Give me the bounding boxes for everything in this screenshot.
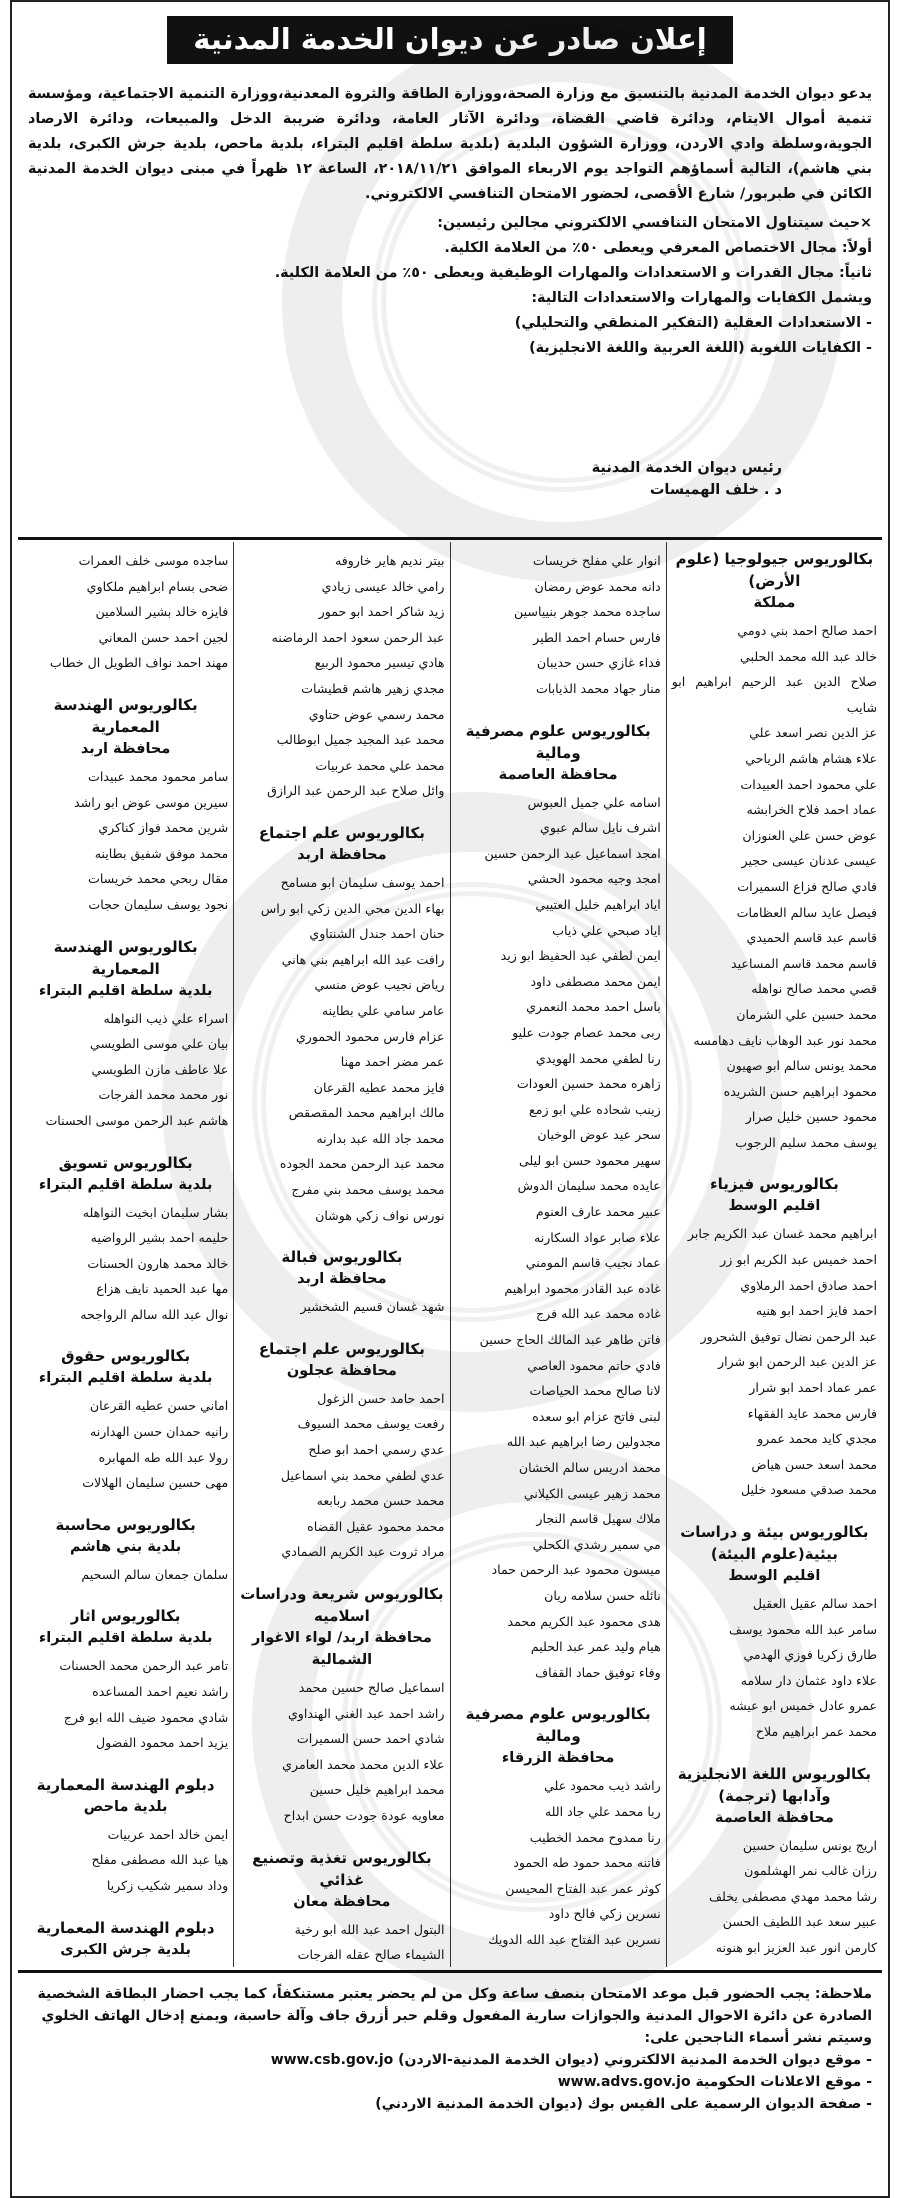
candidate-name: محمد جاد الله عبد بدارنه [316,1130,445,1146]
candidate-name: بهاء الدين محي الدين زكي ابو راس [260,900,445,916]
candidate-name: علاء هشام هاشم الرياحي [745,750,877,766]
candidate-name: محمد موفق شفيق بطاينه [94,845,229,861]
candidate-name [672,1961,877,1967]
names-list [23,1562,228,1588]
candidate-name: عز الدين نصر اسعد علي [749,725,877,741]
names-list [456,548,661,702]
specialty-section [456,1703,661,1952]
candidate-name: اسراء علي ذيب النواهله [103,1010,229,1026]
specialty-title: بكالوريوس جيولوجيا (علوم الأرض) [675,550,874,590]
candidate-name: لبنى فاتح عزام ابو سعده [532,1408,661,1424]
specialty-section [672,1763,877,1967]
specialty-heading [239,1338,444,1382]
specialty-title: بكالوريوس الهندسة المعمارية [53,695,198,736]
candidate-name: محمد يونس سالم ابو صهيون [726,1058,877,1074]
signature-name: د . خلف الهميسات [649,482,782,498]
candidate-name: محمد عمر ابراهيم ملاح [755,1723,877,1739]
candidate-name: دانه محمد عوض رمضان [534,578,661,594]
candidate-name: البتول احمد عبد الله ابو رخية [294,1921,445,1937]
candidate-name: بيتر نديم هاير خاروفه [334,553,445,568]
candidate-name: مهند احمد نواف الطويل ال خطاب [49,655,229,671]
candidate-name: اماني حسن عطيه القرعان [89,1398,229,1414]
note-text: ملاحظة: يجب الحضور قبل موعد الامتحان بنصف ساعة وكل من لم يحضر يعتبر مستنكفاً، كما يجب احضار البطاقة الشخصية الصادرة عن دائرة الاحوال المدنية والجوازات سارية المفعول وقلم حبر أزرق جاف وآلة حاسبة، ويمنع إدخال الهاتف الخلوي وسيتم نشر أسماء الناجحين على: [37,1986,872,2046]
candidate-name: سهير محمود حسن ابو ليلى [518,1152,661,1168]
names-list [672,618,877,1155]
candidate-name: عدي رسمي احمد ابو صلح [308,1442,445,1458]
candidate-name: احمد حامد حسن الزغول [317,1390,445,1406]
candidate-name: فارس حسام احمد الطير [533,629,661,645]
specialty-title: بكالوريوس علوم مصرفية ومالية [465,1705,651,1746]
specialty-heading [23,1774,228,1818]
candidate-name: عمر عماد احمد ابو شرار [749,1380,877,1396]
names-list [456,1773,661,1952]
candidate-name: هاشم عبد الرحمن موسى الحسنات [45,1112,229,1128]
candidate-name: عبد الرحمن نضال توفيق الشحرور [700,1328,877,1344]
candidate-name: محمد عبد الرحمن محمد الجوده [279,1156,445,1172]
website-csb-url[interactable]: www.csb.gov.jo [270,2052,394,2068]
candidate-name: اياد ابراهيم خليل العتيبي [535,896,661,912]
candidate-name: لانا صالح محمد الحياصات [529,1383,661,1399]
candidate-name: صلاح الدين عبد الرحيم ابراهيم ابو شايب [671,674,877,715]
candidate-name: هادي تيسير محمود الربيع [314,655,445,671]
candidate-name: عماد نجيب قاسم المومني [525,1255,661,1271]
specialty-section [23,694,228,918]
candidate-name: مها عبد الحميد نايف هزاع [96,1281,229,1297]
candidate-name: بيان علي موسى الطويسي [89,1036,229,1052]
candidate-name: محمود حسين خليل صرار [745,1109,877,1125]
candidate-name: كوثر عمر عبد الفتاح المحيسن [505,1880,661,1896]
names-list [672,1833,877,1967]
specialty-heading [23,1152,228,1196]
names-column [450,542,666,1967]
names-list [239,1386,444,1565]
specialty-heading [239,1847,444,1913]
specialty-heading [239,1583,444,1671]
candidate-name: وداد سمير شكيب زكريا [106,1878,229,1893]
candidate-name: اريج يونس سليمان حسين [742,1837,877,1853]
candidate-name: رزان غالب نمر الهشلمون [744,1863,877,1879]
specialty-section [23,1152,228,1328]
candidate-name: كارمن انور عبد العزيز ابو هنونه [715,1939,877,1955]
names-list [239,870,444,1228]
candidate-name: ايمن خالد احمد عربيات [107,1826,229,1842]
specialty-region: محافظة اربد [297,846,387,863]
candidate-name: مهى حسين سليمان الهلالات [82,1475,229,1491]
candidate-name: لجين احمد حسن المعاني [98,629,229,645]
candidate-name: فاتن طاهر عبد المالك الحاج حسين [479,1332,661,1348]
specialty-region: بلدية سلطة اقليم البتراء [38,1370,213,1387]
signature-block [482,457,782,501]
specialty-title: بكالوريوس تغذية وتصنيع غذائي [252,1848,432,1889]
specialty-region: محافظة العاصمة [498,766,618,783]
candidate-name: ايمن محمد مصطفى داود [530,973,661,989]
candidate-name: علاء داود عثمان دار سلامه [740,1672,877,1688]
candidate-name: خالد عبد الله محمد الحلبي [740,648,877,664]
names-list [672,1221,877,1503]
candidate-name: رانيه حمدان حسن الهدارنه [89,1424,229,1440]
candidate-name: مي سمير رشدي الكحلي [532,1536,661,1552]
specialty-heading [23,936,228,1002]
specialty-heading [456,1703,661,1769]
website-advs-url[interactable]: www.advs.gov.jo [557,2074,691,2090]
specialty-region: محافظة اربد/ لواء الاغوار الشمالية [251,1630,432,1668]
specialty-section [239,1847,444,1967]
candidate-name: محمود ابراهيم حسن الشريده [723,1083,877,1099]
candidate-name: ملاك سهيل قاسم النجار [536,1511,661,1527]
specialty-region: محافظة اربد [297,1271,387,1288]
candidate-name: علا عاطف مازن الطويسي [91,1061,229,1077]
candidate-name: ربى محمد عصام جودت عليو [512,1024,661,1040]
specialty-region: بلدية ماحص [83,1798,168,1815]
specialty-region: بلدية سلطة اقليم البتراء [38,1630,213,1647]
candidate-name: عزام فارس محمود الحموري [295,1028,445,1044]
specialty-region: محافظة معان [293,1893,391,1910]
candidate-name: انوار علي مفلح خريسات [532,553,661,568]
specialty-title: بكالوريوس شريعة ودراسات اسلاميه [240,1585,444,1625]
specialty-heading [672,548,877,614]
specialty-section [672,1173,877,1503]
candidate-name: وائل صلاح عبد الرحمن عبد الرازق [267,783,445,799]
candidate-name: رفعت يوسف محمد السيوف [297,1416,445,1432]
candidate-name: مجدي زهير هاشم قطيشات [301,680,445,696]
candidate-name: احمد سالم عقيل العقيل [752,1596,877,1611]
specialty-section [239,1583,444,1829]
specialty-title: بكالوريوس تسويق [58,1153,193,1172]
specialty-region: بلدية بني هاشم [70,1538,182,1555]
specialty-heading [672,1173,877,1217]
candidate-name: نسرين زكي فالح داود [548,1906,661,1922]
signature-title: رئيس ديوان الخدمة المدنية [591,460,782,476]
candidate-name: علي محمود احمد العبيدات [740,776,877,792]
candidate-name: هيام وليد عمر عبد الحليم [530,1639,661,1655]
specialty-section [672,548,877,1155]
candidate-name: الشيماء صالح عقله الفرجات [297,1947,445,1963]
candidate-name: محمد يوسف محمد بني مفرج [291,1182,445,1198]
candidate-name: شادي محمود ضيف الله ابو فرج [63,1709,229,1725]
specialty-title: بكالوريوس فيزياء [709,1175,839,1194]
specialty-section [23,1774,228,1899]
candidate-name: محمد صدقي مسعود خليل [740,1482,877,1498]
candidate-name: زاهره محمد حسين العودات [516,1076,661,1092]
candidate-name: طارق زكريا فوزي الهدمي [743,1647,877,1663]
specialty-heading [23,1605,228,1649]
names-list [23,1200,228,1328]
specialty-title: بكالوريوس علم اجتماع [258,823,425,842]
candidate-name: سلمان جمعان سالم السحيم [81,1566,229,1582]
specialty-title: بكالوريوس علم اجتماع [258,1339,425,1358]
names-list [23,1006,228,1134]
candidate-name: قصي محمد صالح نواهله [751,981,877,997]
candidate-name: يزيد احمد محمود الفضول [95,1735,229,1751]
specialty-region: محافظة الزرقاء [501,1750,615,1767]
candidate-name: علاء الدين محمد محمد العامري [282,1756,445,1772]
specialty-section [239,822,444,1228]
specialty-section [456,548,661,702]
candidate-name: سامر محمود محمد عبيدات [88,768,229,784]
intro-line: أولاً: مجال الاختصاص المعرفي ويعطى ٥٠٪ من العلامة الكلية. [444,240,872,256]
specialty-title: دبلوم الهندسة المعمارية [36,1775,215,1794]
candidate-name: راشد ذيب محمود علي [544,1778,661,1794]
candidate-name: عبير محمد عارف العنوم [535,1204,661,1220]
candidate-name: سيرين موسى عوض ابو راشد [74,794,229,810]
candidate-name: رشا محمد مهدي مصطفى يخلف [709,1888,877,1904]
specialty-title: بكالوريوس بيئة و دراسات بيئية(علوم البيئة) [680,1523,869,1563]
candidate-name: مجدولين رضا ابراهيم عبد الله [506,1434,661,1450]
candidate-name: وفاء توفيق حماد القفاف [535,1664,661,1680]
candidate-name: محمد نور عبد الوهاب نايف دهامسه [693,1032,877,1048]
website-advs [28,2071,872,2093]
candidate-name: ساجده محمد جوهر بنيياسين [514,604,661,620]
candidate-name: محمد اسعد حسن هياض [751,1456,877,1472]
intro-line: ويشمل الكفايات والمهارات والاستعدادات التالية: [531,290,872,306]
candidate-name: رنا لطفي محمد الهويدي [535,1050,661,1066]
specialty-heading [23,1917,228,1961]
candidate-name: محمد حسن محمد ربابعه [316,1493,445,1509]
candidate-name: علاء صابر عواد السكارنه [533,1229,661,1245]
specialty-region: محافظة العاصمة [714,1809,834,1826]
candidate-name: فاتنه محمد حمود طه الحمود [513,1855,661,1871]
website-csb [28,2049,872,2071]
candidate-name: عدي لطفي محمد بني اسماعيل [280,1467,445,1483]
candidate-name: محمد زهير عيسى الكيلاني [523,1485,661,1501]
candidate-name: نورس نواف زكي هوشان [315,1207,445,1223]
names-list [239,1294,444,1320]
specialty-section [456,720,661,1686]
intro-line: - الكفايات اللغوية (اللغة العربية واللغة الانجليزية) [529,340,872,356]
candidate-name: ابراهيم محمد غسان عبد الكريم جابر [687,1226,877,1242]
candidate-name: رولا عبد الله طه المهابره [98,1449,229,1465]
names-list [23,764,228,918]
footer-note [18,1970,882,2115]
candidate-name: عز الدين عبد الرحمن ابو شرار [718,1354,877,1370]
candidate-name: مالك ابراهيم محمد المقصقص [288,1105,445,1121]
page-title: إعلان صادر عن ديوان الخدمة المدنية [167,16,732,64]
specialty-region: محافظة عجلون [286,1362,397,1379]
specialty-region: محافظة اربد [80,740,171,757]
candidate-name: حنان احمد جندل الشنتاوي [309,926,445,942]
specialty-section [23,936,228,1134]
candidate-name: هدى محمود عبد الكريم محمد [507,1613,661,1629]
candidate-name: احمد صالح احمد بني دومي [737,623,877,638]
candidate-name: شهد غسان قسيم الشخشير [300,1299,445,1315]
specialty-heading [23,1345,228,1389]
facebook-page: - صفحة الديوان الرسمية على الفيس بوك (ديوان الخدمة المدنية الاردني) [375,2096,872,2112]
names-list [23,1393,228,1495]
candidate-name: عماد احمد فلاح الخرابشه [746,802,877,818]
candidate-name: راشد نعيم احمد المساعده [92,1684,229,1700]
candidate-name: شرين محمد فواز كناكري [98,820,229,836]
candidate-name: احمد صادق احمد الرملاوي [740,1277,877,1293]
specialty-heading [456,720,661,786]
candidate-name: عمر مضر احمد مهنا [340,1054,445,1070]
candidate-name: مجدي كايد محمد عمرو [757,1431,877,1447]
website-advs-label: - موقع الاعلانات الحكومية [695,2074,872,2090]
candidate-name: قاسم عبد قاسم الحميدي [746,930,877,946]
candidate-name: غاده عبد القادر محمود ابراهيم [504,1280,661,1296]
intro-paragraph: يدعو ديوان الخدمة المدنية بالتنسيق مع وزارة الصحة،ووزارة الطاقة والثروة المعدنية،ووزارة التنمية الاجتماعية، ومؤسسة تنمية أموال الايتام، ودائرة قاضي القضاة، ودائرة الآثار العامة، ودائرة ضريبة الدخل والمبيعات، ودائرة الارصاد الجوية،وسلطة وادي الاردن، ووزارة الشؤون البلدية (بلدية سلطة اقليم البتراء، بلدية ماحص، بلدية جرش الكبرى، بلدية بني هاشم)، التالية أسماؤهم التواجد يوم الاربعاء الموافق ٢٠١٨/١١/٢١، الساعة ١٢ ظهراً في مبنى ديوان الخدمة المدنية الكائن في طبربور/ شارع الأقصى، لحضور الامتحان التنافسي الالكتروني. [28,86,872,202]
specialty-title: بكالوريوس اللغة الانجليزية وآدابها (ترجمة) [677,1764,872,1805]
candidate-name: نور محمد محمد الفرجات [98,1087,229,1103]
candidate-name: امجد وجيه محمود الحشي [527,871,661,887]
candidate-name: اسامه علي جميل العبوس [527,794,661,810]
names-column [233,542,449,1967]
candidate-name: امجد اسماعيل عبد الرحمن حسين [484,845,661,861]
specialty-section [23,1514,228,1588]
specialty-section [23,1605,228,1755]
candidate-name: فيصل عايد سالم العظامات [736,904,877,920]
candidate-name: باسل احمد محمد النعمري [526,999,661,1015]
specialty-region: مملكة [753,595,796,611]
candidate-name: مقال ربحي محمد خريسات [87,871,229,887]
candidate-name: ايمن لطفي عبد الحفيظ ابو زيد [500,948,661,964]
candidate-name: مراد ثروت عبد الكريم الصمادي [281,1544,445,1560]
specialty-region: بلدية جرش الكبرى [60,1941,191,1958]
specialty-heading [672,1763,877,1829]
specialty-title: بكالوريوس محاسبة [55,1515,196,1534]
specialty-section [239,1338,444,1565]
candidate-name: محمد محمود عقيل القضاه [307,1518,445,1534]
candidate-name: زينب شحاده علي ابو زمع [529,1101,661,1117]
names-list [239,1675,444,1829]
specialty-section [239,548,444,804]
candidate-name: نسرين عبد الفتاح عبد الله الدويك [488,1931,661,1947]
candidate-name: رامي خالد عيسى زيادي [321,578,445,594]
names-list [239,1917,444,1967]
candidate-name: ساجده موسى خلف العمرات [78,553,229,568]
candidate-name: عوض حسن علي العنوزان [742,827,877,843]
candidate-name: معاويه عودة جودت حسن ابداح [283,1807,445,1823]
candidate-name: سحر عيد عوض الوخيان [537,1127,661,1143]
candidate-name: عبير سعد عبد اللطيف الحسن [722,1914,877,1930]
specialty-region: اقليم الوسط [728,1568,821,1584]
candidate-name: رافت عبد الله ابراهيم بني هاني [281,951,445,967]
names-list [23,1653,228,1755]
candidate-name: اشرف نايل سالم عبوي [540,820,661,836]
specialty-title: بكالوريوس فبالة [281,1248,403,1267]
candidate-name: خالد محمد هارون الحسنات [87,1255,229,1271]
candidate-name: محمد ادريس سالم الخشان [518,1460,661,1475]
candidate-name: قاسم محمد قاسم المساعيد [731,955,877,971]
candidate-name: نوال عبد الله سالم الرواجحه [80,1306,229,1322]
candidate-name: بشار سليمان ابخيت النواهله [82,1204,229,1220]
names-list [456,790,661,1686]
candidate-name: حليمه احمد بشير الرواضيه [90,1230,229,1246]
specialty-heading [239,822,444,866]
header [12,2,888,76]
candidate-name: عبد الرحمن سعود احمد الرماضنه [271,629,445,645]
intro-line: - الاستعدادات العقلية (التفكير المنطقي والتحليلي) [514,315,872,331]
candidate-name: احمد فايز احمد ابو هنيه [755,1303,877,1319]
candidate-name: احمد خميس عبد الكريم ابو زر [720,1252,877,1268]
names-list [23,1822,228,1899]
specialty-region: بلدية سلطة اقليم البتراء [38,1176,213,1193]
candidate-name: فداء غازي حسن حديبان [536,655,661,671]
candidate-name: فارس محمد عايد الفقهاء [747,1405,877,1421]
intro-line: ثانياً: مجال القدرات و الاستعدادات والمهارات الوظيفية ويعطى ٥٠٪ من العلامة الكلية. [274,265,872,281]
specialty-heading [239,1246,444,1290]
candidate-name: اسماعيل صالح حسين محمد [298,1680,445,1695]
candidate-name: فايز محمد عطيه القرعان [313,1079,445,1095]
candidate-name: محمد علي محمد عربيات [315,757,445,773]
candidate-name: محمد عبد المجيد جميل ابوطالب [276,732,445,748]
specialty-section [672,1521,877,1745]
names-list [23,1965,228,1967]
candidate-name: اياد صبحي علي ذياب [552,922,661,938]
specialty-title: دبلوم الهندسة المعمارية [36,1918,215,1937]
candidate-name: سامر عبد الله محمود يوسف [728,1621,877,1637]
candidate-name: محمد رسمي عوض حتاوي [308,706,445,722]
candidate-name: هيا عبد الله مصطفى مفلح [91,1852,229,1868]
candidate-name: ضحى بسام ابراهيم ملكاوي [86,578,229,594]
candidate-name: عامر سامي علي بطاينه [321,1002,445,1018]
candidate-name [23,1965,228,1967]
candidate-name: ميسون محمود عبد الرحمن حماد [491,1562,661,1578]
specialty-heading [672,1521,877,1587]
names-list [23,548,228,676]
specialty-title: بكالوريوس علوم مصرفية ومالية [465,721,651,762]
names-list [239,548,444,804]
website-csb-label: - موقع ديوان الخدمة المدنية الالكتروني (ديوان الخدمة المدنية-الاردن) [398,2052,872,2068]
announcement-page [10,0,890,2198]
names-column [666,542,882,1967]
candidate-name: غاده محمد عبد الله فرج [536,1306,661,1322]
candidate-name: عيسى عدنان عيسى حجير [741,853,877,869]
candidate-name: فادي صالح فزاع السميرات [737,878,877,894]
candidate-name: عمرو عادل خميس ابو عيشه [729,1698,877,1714]
specialty-section [239,1246,444,1320]
candidate-name: شادي احمد حسن السميرات [296,1731,445,1747]
intro-line: ×حيث سيتناول الامتحان التنافسي الالكتروني مجالين رئيسين: [437,215,872,231]
specialty-title: بكالوريوس اثار [70,1607,181,1626]
names-column [18,542,233,1967]
candidate-name: احمد يوسف سليمان ابو مسامح [280,874,445,890]
candidate-name: رياض نجيب عوض منسي [314,977,445,993]
candidate-name: عايده محمد سليمان الدوش [517,1178,661,1194]
names-list [672,1591,877,1745]
specialty-region: بلدية سلطة اقليم البتراء [38,982,213,999]
candidate-name: محمد حسين علي الشرمان [736,1006,877,1022]
specialty-section [23,548,228,676]
specialty-section [23,1345,228,1495]
candidate-name: تامر عبد الرحمن محمد الحسنات [59,1658,229,1674]
candidate-name: نائله حسن سلامه ريان [544,1587,661,1603]
candidate-name: فايزه خالد بشير السلامين [95,604,229,620]
specialty-region: اقليم الوسط [728,1198,821,1215]
candidate-name: منار جهاد محمد الذيابات [535,680,661,696]
candidate-name: رنا ممدوح محمد الخطيب [529,1829,661,1845]
candidate-name: فادي حاتم محمود العاصي [527,1357,661,1373]
specialty-heading [23,1514,228,1558]
candidate-name: يوسف محمد سليم الرجوب [735,1134,877,1150]
candidate-name: راشد احمد عبد الغني الهنداوي [287,1705,445,1721]
divider [18,537,882,540]
specialty-title: بكالوريوس حقوق [61,1347,191,1366]
candidate-name: نجود يوسف سليمان حجات [88,896,229,912]
specialty-heading [23,694,228,760]
specialty-title: بكالوريوس الهندسة المعمارية [53,937,198,978]
names-columns [18,542,882,1967]
candidate-name: زيد شاكر احمد ابو حمور [318,604,445,620]
candidate-name: ربا محمد علي جاد الله [544,1803,661,1819]
specialty-section [23,1917,228,1967]
candidate-name: محمد ابراهيم خليل حسين [309,1782,445,1798]
